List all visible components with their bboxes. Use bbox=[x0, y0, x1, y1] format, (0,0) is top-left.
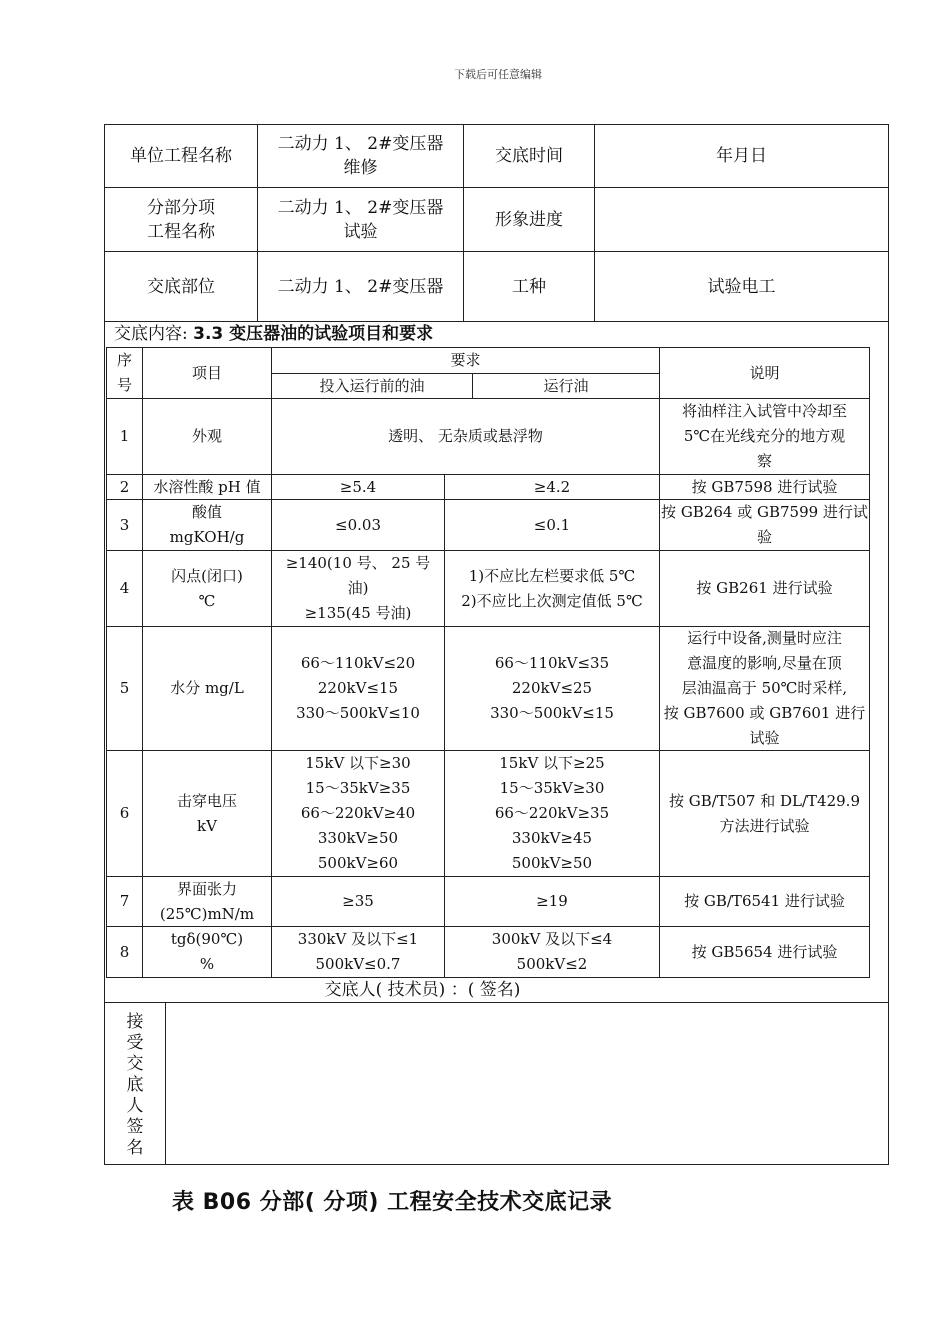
row-before: ≤0.03 bbox=[335, 515, 381, 534]
progress-label: 形象进度 bbox=[495, 209, 563, 230]
row-seq: 8 bbox=[119, 942, 130, 961]
row-note: 按 GB7598 进行试验 bbox=[691, 477, 838, 496]
sub-project-label: 分部分项 工程名称 bbox=[147, 197, 215, 242]
row-seq: 6 bbox=[119, 804, 130, 822]
row-item: 水分 mg/L bbox=[170, 679, 244, 697]
receiver-signature-area[interactable] bbox=[166, 1003, 888, 1164]
trade-label: 工种 bbox=[512, 276, 546, 297]
col-note-header: 说明 bbox=[749, 363, 780, 382]
row-running: 300kV 及以下≤4 500kV≤2 bbox=[491, 930, 613, 973]
signer-line: 交底人( 技术员) ：( 签名) bbox=[324, 980, 521, 1000]
row-running: ≥19 bbox=[536, 892, 568, 910]
col-item-header: 项目 bbox=[191, 363, 222, 382]
row-seq: 5 bbox=[119, 679, 130, 697]
row-requirement: 透明、 无杂质或悬浮物 bbox=[388, 427, 543, 445]
progress-value bbox=[595, 188, 888, 251]
unit-project-value: 二动力 1、 2#变压器 维修 bbox=[277, 134, 444, 178]
row-note: 按 GB264 或 GB7599 进行试 验 bbox=[661, 503, 868, 546]
row-note: 按 GB/T507 和 DL/T429.9 方法进行试验 bbox=[669, 791, 860, 835]
unit-project-label: 单位工程名称 bbox=[130, 146, 232, 166]
row-running: 15kV 以下≥25 15～35kV≥30 66～220kV≥35 330kV≥45 500kV≥50 bbox=[494, 754, 610, 872]
form-title: 表 B06 分部( 分项) 工程安全技术交底记录 bbox=[172, 1190, 613, 1215]
row-seq: 7 bbox=[119, 892, 130, 910]
col-req-header: 要求 bbox=[450, 351, 481, 369]
row-before: 66～110kV≤20 220kV≤15 330～500kV≤10 bbox=[296, 654, 420, 722]
row-item: 酸值 mgKOH/g bbox=[169, 503, 245, 546]
col-seq-header: 序 号 bbox=[116, 351, 132, 394]
row-running: ≥4.2 bbox=[533, 477, 571, 496]
row-before: 330kV 及以下≤1 500kV≤0.7 bbox=[297, 930, 419, 973]
row-item: 外观 bbox=[191, 427, 222, 445]
receiver-label: 接 受 交 底 人 签 名 bbox=[126, 1011, 144, 1158]
date-label: 交底时间 bbox=[495, 146, 563, 166]
row-seq: 4 bbox=[119, 579, 130, 597]
row-note: 运行中设备,测量时应注 意温度的影响,尽量在顶 层油温高于 50℃时采样, 按 GB7600 或 GB7601 进行 试验 bbox=[663, 629, 866, 747]
row-before: ≥35 bbox=[342, 892, 374, 910]
content-title: 3.3 变压器油的试验项目和要求 bbox=[193, 324, 434, 344]
row-seq: 3 bbox=[119, 515, 130, 534]
row-note: 按 GB261 进行试验 bbox=[696, 579, 833, 597]
date-value: 年月日 bbox=[716, 146, 767, 166]
row-running: 1)不应比左栏要求低 5℃ 2)不应比上次测定值低 5℃ bbox=[461, 566, 643, 610]
row-item: 界面张力 (25℃)mN/m bbox=[159, 879, 255, 923]
content-prefix: 交底内容: bbox=[114, 324, 194, 344]
row-before: ≥140(10 号、 25 号 油) ≥135(45 号油) bbox=[285, 554, 431, 622]
row-item: tgδ(90℃) % bbox=[170, 930, 244, 973]
row-item: 水溶性酸 pH 值 bbox=[153, 477, 261, 496]
col-running-header: 运行油 bbox=[543, 376, 589, 395]
row-note: 按 GB5654 进行试验 bbox=[691, 942, 838, 961]
row-seq: 1 bbox=[119, 427, 130, 445]
row-running: 66～110kV≤35 220kV≤25 330～500kV≤15 bbox=[490, 654, 614, 722]
part-label: 交底部位 bbox=[147, 276, 215, 297]
trade-value: 试验电工 bbox=[707, 276, 776, 297]
row-running: ≤0.1 bbox=[533, 515, 571, 534]
row-item: 击穿电压 kV bbox=[176, 791, 237, 835]
row-note: 将油样注入试管中冷却至 5℃在光线充分的地方观 察 bbox=[681, 402, 847, 470]
top-note: 下载后可任意编辑 bbox=[454, 68, 542, 81]
row-note: 按 GB/T6541 进行试验 bbox=[684, 892, 845, 910]
row-seq: 2 bbox=[119, 477, 130, 496]
row-before: 15kV 以下≥30 15～35kV≥35 66～220kV≥40 330kV≥50 500kV≥60 bbox=[300, 754, 416, 872]
content-heading bbox=[114, 322, 814, 346]
part-value: 二动力 1、 2#变压器 bbox=[277, 276, 444, 297]
row-item: 闪点(闭口) ℃ bbox=[171, 566, 243, 610]
row-before: ≥5.4 bbox=[339, 477, 377, 496]
sub-project-value: 二动力 1、 2#变压器 试验 bbox=[277, 197, 444, 242]
col-before-header: 投入运行前的油 bbox=[319, 376, 425, 395]
